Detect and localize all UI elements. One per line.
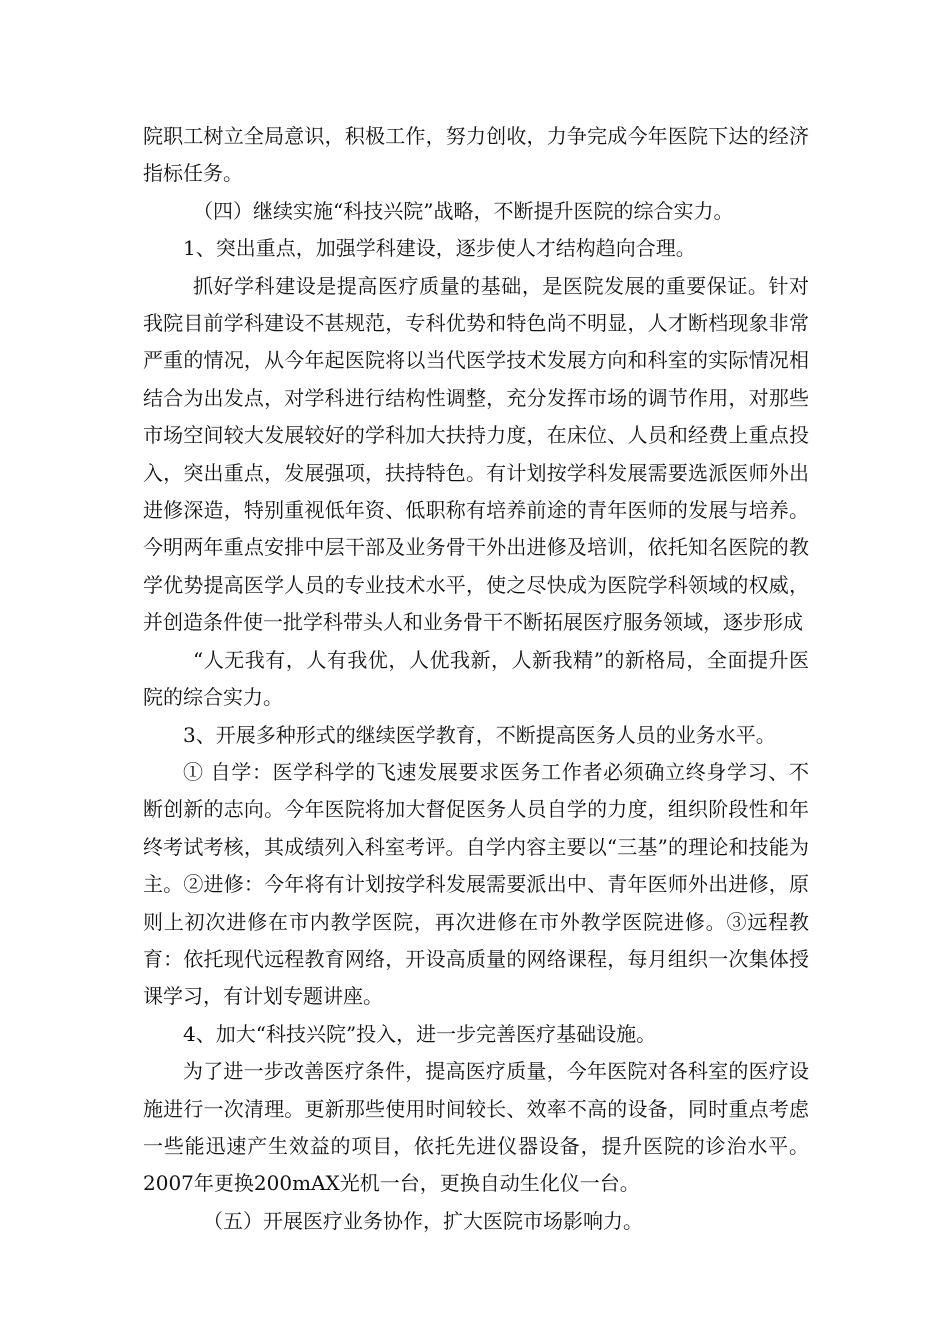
paragraph-new-pattern: “人无我有，人有我优，人优我新，人新我精”的新格局，全面提升医院的综合实力。 [143, 647, 809, 710]
subheading-3: 3、开展多种形式的继续医学教育，不断提高医务人员的业务水平。 [183, 722, 776, 747]
section-heading-4: （四）继续实施“科技兴院”战略，不断提升医院的综合实力。 [193, 198, 734, 223]
subheading-4: 4、加大“科技兴院”投入，进一步完善医疗基础设施。 [183, 1021, 657, 1046]
subheading-1: 1、突出重点，加强学科建设，逐步使人才结构趋向合理。 [183, 236, 696, 261]
paragraph-education: ① 自学：医学科学的飞速发展要求医务工作者必须确立终身学习、不断创新的志向。今年医院将加大督促医务人员自学的力度，组织阶段性和年终考试考核，其成绩列入科室考评。自学内容主要以“三基”的理论和技能为主。②进修：今年将有计划按学科发展需要派出中、青年医师外出进修，原则上初次进修在市内教学医院，再次进修在市外教学医院进修。③远程教育：依托现代远程教育网络，开设高质量的网络课程，每月组织一次集体授课学习，有计划专题讲座。 [143, 759, 809, 1009]
paragraph-facilities: 为了进一步改善医疗条件，提高医疗质量，今年医院对各科室的医疗设施进行一次清理。更新那些使用时间较长、效率不高的设备，同时重点考虑一些能迅速产生效益的项目，依托先进仪器设备，提升医院的诊治水平。2007年更换200mAX光机一台，更换自动生化仪一台。 [143, 1059, 809, 1196]
document-body [143, 118, 809, 1240]
section-heading-5: （五）开展医疗业务协作，扩大医院市场影响力。 [203, 1208, 643, 1233]
paragraph-continuation: 院职工树立全局意识，积极工作，努力创收，力争完成今年医院下达的经济指标任务。 [143, 124, 809, 186]
paragraph-discipline-building: 抓好学科建设是提高医疗质量的基础，是医院发展的重要保证。针对我院目前学科建设不甚规范，专科优势和特色尚不明显，人才断档现象非常严重的情况，从今年起医院将以当代医学技术发展方向和科室的实际情况相结合为出发点，对学科进行结构性调整，充分发挥市场的调节作用，对那些市场空间较大发展较好的学科加大扶持力度，在床位、人员和经费上重点投入，突出重点，发展强项，扶持特色。有计划按学科发展需要选派医师外出进修深造，特别重视低年资、低职称有培养前途的青年医师的发展与培养。今明两年重点安排中层干部及业务骨干外出进修及培训，依托知名医院的教学优势提高医学人员的专业技术水平，使之尽快成为医院学科领域的权威，并创造条件使一批学科带头人和业务骨干不断拓展医疗服务领域，逐步形成 [143, 273, 809, 635]
